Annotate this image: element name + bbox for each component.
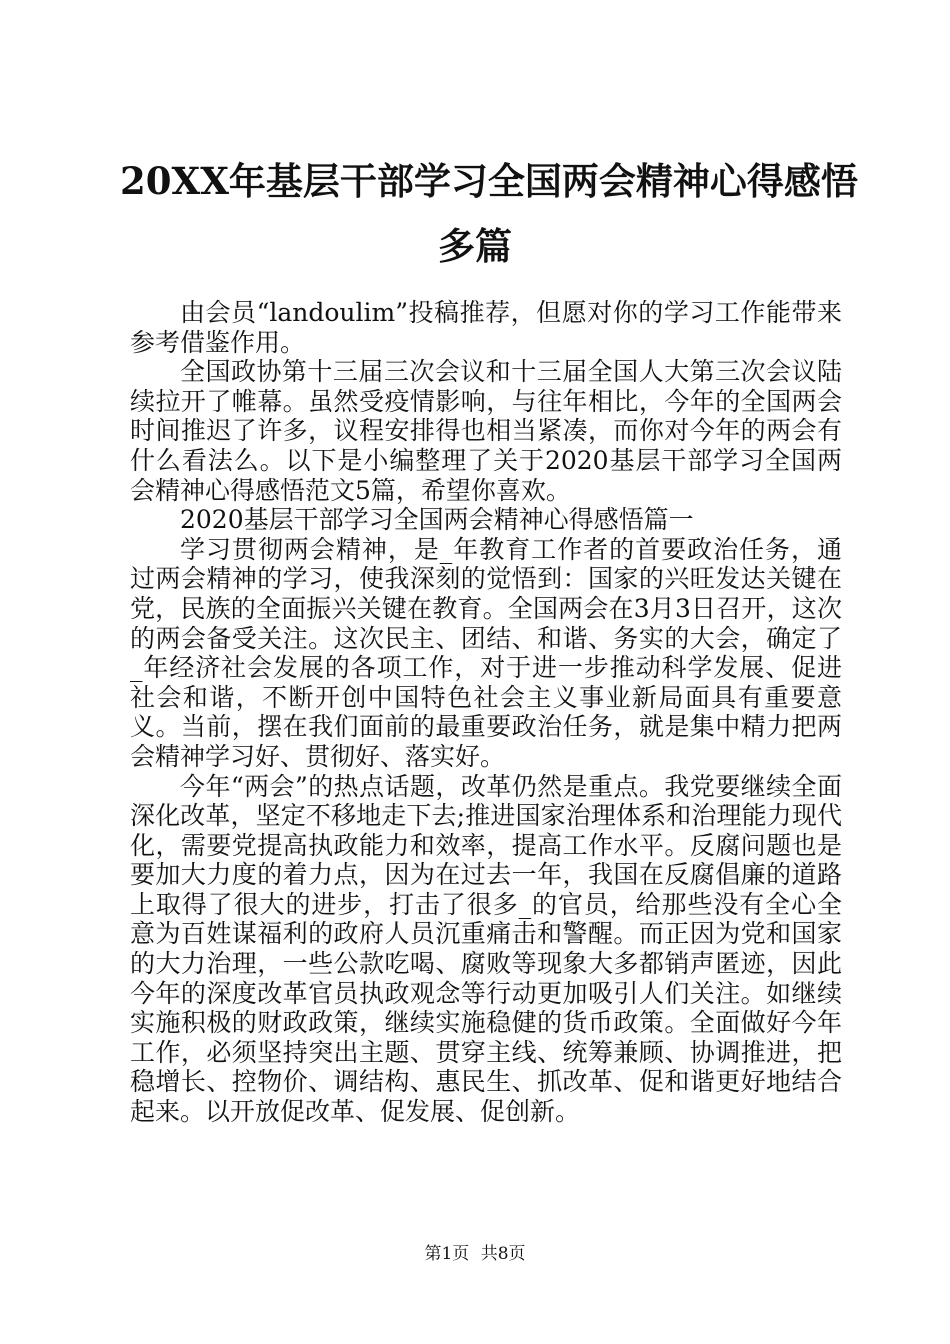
page-footer [0,1243,950,1265]
section-heading: 2020基层干部学习全国两会精神心得感悟篇一 [180,505,694,535]
document-body [130,298,842,1127]
context-paragraph: 全国政协第十三届三次会议和十三届全国人大第三次会议陆续拉开了帷幕。虽然受疫情影响，与往年相比，今年的全国两会时间推迟了许多，议程安排得也相当紧凑，而你对今年的两会有什么看法么。以下是小编整理了关于2020基层干部学习全国两会精神心得感悟范文5篇，希望你喜欢。 [130,357,842,505]
page-title: 20XX年基层干部学习全国两会精神心得感悟 [120,159,858,203]
body-paragraph: 今年“两会”的热点话题，改革仍然是重点。我党要继续全面深化改革，坚定不移地走下去;推进国家治理体系和治理能力现代化，需要党提高执政能力和效率，提高工作水平。反腐问题也是要加大力度的着力点，因为在过去一年，我国在反腐倡廉的道路上取得了很大的进步，打击了很多_的官员，给那些没有全心全意为百姓谋福利的政府人员沉重痛击和警醒。而正因为党和国家的大力治理，一些公款吃喝、腐败等现象大多都销声匿迹，因此今年的深度改革官员执政观念等行动更加吸引人们关注。如继续实施积极的财政政策，继续实施稳健的货币政策。全面做好今年工作，必须坚持突出主题、贯穿主线、统筹兼顾、协调推进，把稳增长、控物价、调结构、惠民生、抓改革、促和谐更好地结合起来。以开放促改革、促发展、促创新。 [130,771,842,1127]
intro-paragraph: 由会员“landoulim”投稿推荐，但愿对你的学习工作能带来参考借鉴作用。 [130,298,842,357]
page-number: 第1页 [424,1244,470,1264]
page-total: 共8页 [480,1244,526,1264]
body-paragraph: 学习贯彻两会精神，是_年教育工作者的首要政治任务，通过两会精神的学习，使我深刻的觉悟到：国家的兴旺发达关键在党，民族的全面振兴关键在教育。全国两会在3月3日召开，这次的两会备受关注。这次民主、团结、和谐、务实的大会，确定了_年经济社会发展的各项工作，对于进一步推动科学发展、促进社会和谐，不断开创中国特色社会主义事业新局面具有重要意义。当前，摆在我们面前的最重要政治任务，就是集中精力把两会精神学习好、贯彻好、落实好。 [130,534,842,771]
page-title-continued: 多篇 [438,224,512,268]
